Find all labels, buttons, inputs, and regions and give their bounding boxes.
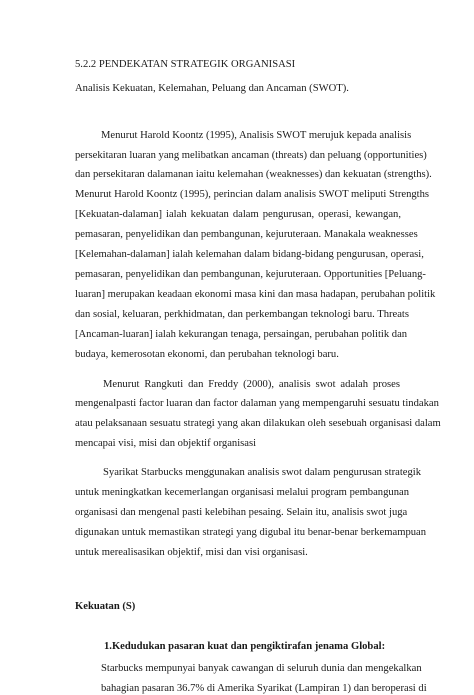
- paragraph-line: [Kelemahan-dalaman] ialah kelemahan dalam bidang-bidang pengurusan, operasi,: [75, 249, 424, 260]
- swot-subheading: Analisis Kekuatan, Kelemahan, Peluang dan Ancaman (SWOT).: [75, 83, 349, 94]
- paragraph-line: [Kekuatan-dalaman] ialah kekuatan dalam pengurusan, operasi, kewangan,: [75, 209, 401, 220]
- paragraph-line: pemasaran, penyelidikan dan pembangunan, kejuruteraan. Opportunities [Peluang-: [75, 269, 426, 280]
- section-heading: 5.2.2 PENDEKATAN STRATEGIK ORGANISASI: [75, 59, 296, 70]
- paragraph-line: Menurut Harold Koontz (1995), perincian dalam analisis SWOT meliputi Strengths: [75, 189, 430, 200]
- paragraph-line: Menurut Harold Koontz (1995), Analisis SWOT merujuk kepada analisis: [101, 130, 412, 141]
- paragraph-line: bahagian pasaran 36.7% di Amerika Syarikat (Lampiran 1) dan beroperasi di: [101, 683, 427, 694]
- paragraph-line: untuk meningkatkan kecemerlangan organisasi melalui program pembangunan: [75, 487, 409, 498]
- paragraph-line: Menurut Rangkuti dan Freddy (2000), analisis swot adalah proses: [103, 379, 400, 390]
- point1-heading: 1.Kedudukan pasaran kuat dan pengiktirafan jenama Global:: [104, 641, 386, 652]
- paragraph-line: budaya, kemerosotan ekonomi, dan perubahan teknologi baru.: [75, 349, 339, 360]
- paragraph-line: mengenalpasti factor luaran dan factor dalaman yang mempengaruhi sesuatu tindakan: [75, 398, 439, 409]
- paragraph-line: luaran] merupakan keadaan ekonomi masa kini dan masa hadapan, perubahan politik: [75, 289, 436, 300]
- paragraph-line: Syarikat Starbucks menggunakan analisis swot dalam pengurusan strategik: [103, 467, 422, 478]
- paragraph-line: digunakan untuk memastikan strategi yang digubal itu benar-benar berkemampuan: [75, 527, 427, 538]
- paragraph-line: organisasi dan mengenal pasti kelebihan pesaing. Selain itu, analisis swot juga: [75, 507, 408, 518]
- paragraph-line: untuk merealisasikan objektif, misi dan visi organisasi.: [75, 547, 308, 558]
- paragraph-line: atau pelaksanaan sesuatu strategi yang akan dilakukan oleh sesebuah organisasi dalam: [75, 418, 441, 429]
- paragraph-line: Starbucks mempunyai banyak cawangan di seluruh dunia dan mengekalkan: [101, 663, 422, 674]
- kekuatan-heading: Kekuatan (S): [75, 601, 136, 612]
- paragraph-line: dan sosial, keluaran, perkhidmatan, dan perkembangan teknologi baru. Threats: [75, 309, 409, 320]
- paragraph-line: mencapai visi, misi dan objektif organisasi: [75, 438, 257, 449]
- paragraph-line: [Ancaman-luaran] ialah kekurangan tenaga, persaingan, perubahan politik dan: [75, 329, 408, 340]
- paragraph-line: pemasaran, penyelidikan dan pembangunan, kejuruteraan. Manakala weaknesses: [75, 229, 418, 240]
- paragraph-line: dan persekitaran dalamanan iaitu kelemahan (weaknesses) dan kekuatan (strengths).: [75, 169, 432, 180]
- paragraph-line: persekitaran luaran yang melibatkan ancaman (threats) dan peluang (opportunities): [75, 150, 427, 161]
